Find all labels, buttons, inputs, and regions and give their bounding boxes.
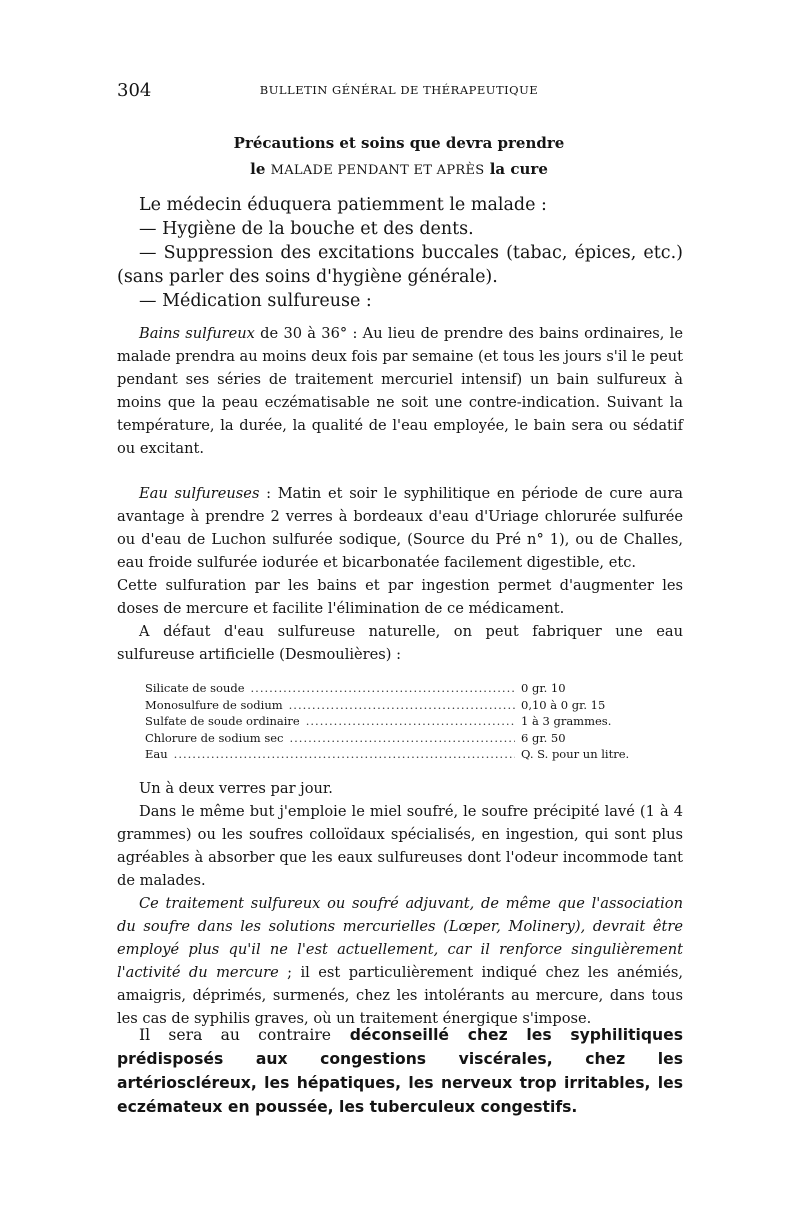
recipe-row: [145, 730, 663, 747]
recipe-quantity: 0 gr. 10: [521, 681, 566, 695]
recipe-quantity: 0,10 à 0 gr. 15: [521, 697, 606, 712]
waters-text: : Matin et soir le syphilitique en période de cure aura avantage à prendre 2 verres à bordeaux d'eau d'Uriage chlorurée sulfurée ou d'eau de Luchon sulfurée sodique, (Source du Pré n° 1), ou de Challes, eau froide sulfurée iodurée et bicarbonatée facilement digestible, etc.: [117, 485, 684, 571]
section-title-line1: Précautions et soins que devra prendre: [233, 134, 565, 152]
leader-dots: [251, 680, 515, 697]
after-text: ; il est particulièrement indiqué chez les anémiés, amaigris, déprimés, surmenés, chez les intolérants au mercure, dans tous les cas de syphilis graves, où un traitement énergique s'impose.: [117, 964, 683, 1027]
recipe-ingredient: Chlorure de sodium sec: [145, 730, 284, 745]
section-title: [117, 130, 681, 184]
intro-line: — Médication sulfureuse :: [139, 291, 372, 311]
section-title-caps: MALADE PENDANT ET APRÈS: [270, 163, 485, 178]
after-paragraph: Un à deux verres par jour.: [139, 780, 333, 797]
recipe-quantity: 6 gr. 50: [521, 730, 566, 745]
recipe-list: [145, 680, 663, 763]
leader-dots: [289, 730, 515, 747]
baths-label: Bains sulfureux: [139, 325, 255, 342]
final-bold-text: déconseillé chez les syphilitiques prédisposés aux congestions viscérales, chez les artérioscléreux, les hépatiques, les nerveux trop irritables, les eczémateux en poussée, les tuberculeux congestifs.: [117, 1026, 683, 1116]
section-title-line2: [117, 156, 681, 184]
recipe-ingredient: Silicate de soude: [145, 681, 245, 695]
intro-line: — Hygiène de la bouche et des dents.: [139, 219, 474, 239]
running-title: BULLETIN GÉNÉRAL DE THÉRAPEUTIQUE: [259, 83, 539, 97]
intro-line: Le médecin éduquera patiemment le malade :: [139, 195, 547, 215]
intro-block: [117, 193, 683, 313]
recipe-ingredient: Monosulfure de sodium: [145, 697, 283, 712]
recipe-ingredient: Eau: [145, 747, 168, 761]
italic-passage: Ce traitement sulfureux ou soufré adjuvant, de même que l'association du soufre dans les solutions mercurielles (Lœper, Molinery), devrait être employé plus qu'il ne l'est actuellement, car il renforce singulièrement l'activité du mercure: [117, 895, 683, 981]
after-paragraph: Dans le même but j'emploie le miel soufré, le soufre précipité lavé (1 à 4 grammes) ou les soufres colloïdaux spécialisés, en ingestion, qui sont plus agréables à absorber que les eaux sulfureuses dont l'odeur incommode tant de malades.: [117, 803, 683, 889]
waters-paragraph: A défaut d'eau sulfureuse naturelle, on peut fabriquer une eau sulfureuse artificielle (Desmoulières) :: [117, 623, 683, 663]
recipe-quantity: 1 à 3 grammes.: [521, 714, 612, 728]
leader-dots: [174, 746, 515, 763]
section-title-end: la cure: [489, 160, 548, 178]
recipe-row: [145, 713, 663, 730]
baths-paragraph: [117, 322, 683, 460]
leader-dots: [306, 713, 515, 730]
page-number: 304: [117, 80, 152, 101]
after-paragraph: [117, 892, 683, 1030]
baths-text: de 30 à 36° : Au lieu de prendre des bains ordinaires, le malade prendra au moins deux fois par semaine (et tous les jours s'il le peut pendant ses séries de traitement mercuriel intensif) un bain sulfureux à moins que la peau eczématisable ne soit une contre-indication. Suivant la température, la durée, la qualité de l'eau employée, le bain sera ou sédatif ou excitant.: [117, 325, 683, 457]
waters-paragraph: Cette sulfuration par les bains et par ingestion permet d'augmenter les doses de mercure et facilite l'élimination de ce médicament.: [117, 577, 683, 617]
recipe-row: [145, 680, 663, 697]
leader-dots: [289, 697, 515, 714]
recipe-ingredient: Sulfate de soude ordinaire: [145, 714, 300, 728]
final-lead: Il sera au contraire: [139, 1026, 332, 1044]
after-section: [117, 777, 683, 1030]
intro-line: — Suppression des excitations buccales (tabac, épices, etc.) (sans parler des soins d'hygiène générale).: [117, 243, 683, 287]
final-paragraph: [117, 1023, 683, 1119]
waters-section: [117, 482, 683, 666]
running-head: [117, 80, 681, 102]
recipe-quantity: Q. S. pour un litre.: [521, 747, 630, 761]
recipe-row: [145, 697, 663, 714]
recipe-row: [145, 746, 663, 763]
waters-label: Eau sulfureuses: [139, 485, 260, 502]
section-title-le: le: [250, 160, 266, 178]
